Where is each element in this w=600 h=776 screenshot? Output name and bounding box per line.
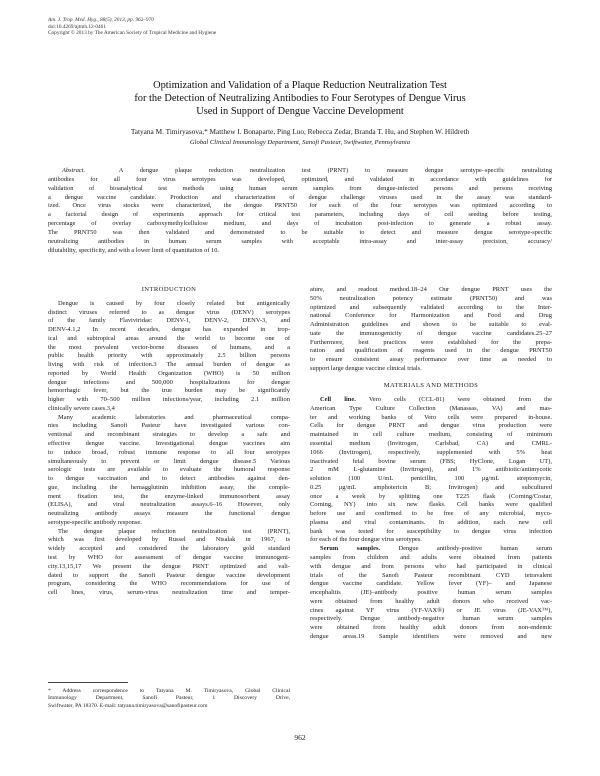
text-line: Dengue is caused by four closely related but antigenically — [58, 299, 290, 307]
text-line: hemorrhagic fever, but the true burden may be significantly — [48, 387, 290, 395]
text-line: once a week by splitting one T225 flask (Corning/Costar, — [310, 492, 552, 500]
section-heading-materials-methods: MATERIALS AND METHODS — [383, 382, 479, 390]
text-line: (ELISA), and viral neutralization assays.6–16 However, only — [48, 501, 290, 509]
text-line: with dengue and from persons who had participated in clinical — [310, 562, 552, 570]
text-line: samples from children and adults were obtained from patients — [310, 553, 552, 561]
text-line: for each of the four dengue virus serotypes. — [310, 536, 422, 544]
text-line: cines against YF virus (YF-VAX®) or JE virus (JE-VAX™), — [310, 606, 552, 614]
footnote-line: Swiftwater, PA 18370. E-mail: tatyana.timiryasova@sanofipasteur.com — [48, 702, 208, 709]
text-line: ment fixation test, the enzyme-linked immunosorbent assay — [48, 492, 290, 500]
text-line: Cell line. Vero cells (CCL-81) were obtained from the — [320, 396, 552, 404]
text-line: respectively. Dengue antibody-negative human serum samples — [310, 615, 552, 623]
text-line: encephalitis (JE)–antibody positive human serum samples — [310, 589, 552, 597]
text-line: trials of the Sanofi Pasteur recombinant CYD tetravalent — [310, 571, 552, 579]
abstract-line: The PRNT50 was then validated and demonstrated to be suitable to detect and measure dengue serotype-specific — [48, 228, 552, 236]
title-line: Optimization and Validation of a Plaque Reduction Neutralization Test — [153, 80, 447, 91]
doi-line: doi:10.4269/ajtmh.12-0461 — [48, 23, 106, 30]
abstract-line: percentage of overlay carboxymethylcellulose medium, and days of incubation post-infection to generate a robust assay. — [48, 220, 552, 228]
text-line: of the family Flaviviridae: DENV-1, DENV-2, DENV-3, and — [48, 317, 290, 325]
author-list: Tatyana M. Timiryasova,* Matthew I. Bonaparte, Ping Luo, Rebecca Zedar, Branda T. Hu, and Stephen W. Hildreth — [130, 127, 470, 136]
abstract-line: Abstract. A dengue plaque reduction neutralization test (PRNT) to measure dengue serotype–specific neutralizing — [48, 167, 552, 176]
text-line: dated to support the Sanofi Pasteur dengue vaccine development — [48, 571, 290, 579]
text-line: were obtained from healthy adult donors from non-endemic — [310, 624, 552, 632]
text-line: Cells for dengue PRNT and dengue virus production were — [310, 422, 552, 430]
text-line: ration and qualification of reagents used in the dengue PRNT50 — [310, 347, 552, 355]
text-line: 2 mM L-glutamine (Invitrogen), and 1% antibiotic/antimycotic — [310, 466, 552, 474]
text-line: higher with 70–500 million infections/year, including 2.1 million — [48, 396, 290, 404]
abstract — [48, 167, 552, 255]
text-line: widely accepted and considered the laboratory gold standard — [48, 545, 290, 553]
text-line: living with risk of infection.3 The annual burden of dengue as — [48, 361, 290, 369]
text-line: uate the immunogenicity of dengue vaccine candidates.25–27 — [310, 329, 552, 337]
text-line: Corning, NY) into six new flasks. Cell banks were qualified — [310, 501, 552, 509]
text-line: essential medium (Invitrogen, Carlsbad, CA) and CMRL- — [310, 440, 552, 448]
subsection-label: Serum samples. — [320, 545, 381, 553]
journal-citation: Am. J. Trop. Med. Hyg., 88(5), 2013, pp. 962–970 — [48, 17, 154, 23]
text-line: the most prevalent vector-borne diseases of humans, and a — [48, 343, 290, 351]
journal-header — [48, 17, 348, 37]
text-line: nies including Sanofi Pasteur have investigated various con- — [48, 422, 290, 430]
text-line: dengue infections and 500,000 hospitalizations for dengue — [48, 378, 290, 386]
footnote-line: * Address correspondence to Tatyana M. Timiryasova, Global Clinical — [48, 688, 290, 694]
text-line: Administration guidelines and shown to be suitable to eval- — [310, 321, 552, 329]
text-line: ventional and recombinant strategies to develop a safe and — [48, 431, 290, 439]
text-line: to induce broad, robust immune response to all four serotypes — [48, 448, 290, 456]
text-line: 1066 (Invitrogen), respectively, supplemented with 5% heat — [310, 448, 552, 456]
title-line: Used in Support of Dengue Vaccine Development — [196, 106, 404, 118]
text-line: inactivated fetal bovine serum (FBS; HyClone, Logan UT), — [310, 457, 552, 465]
title-line: for the Detection of Neutralizing Antibodies to Four Serotypes of Dengue Virus — [134, 93, 466, 105]
text-line: effective dengue vaccine. Investigational dengue vaccines aim — [48, 440, 290, 448]
text-line: national Conference for Harmonization and Food and Drug — [310, 312, 552, 320]
text-line: dengue areas.19 Sample identifiers were removed and new — [310, 632, 552, 640]
introduction-body — [48, 300, 290, 598]
copyright-line: Copyright © 2013 by The American Society of Tropical Medicine and Hygiene — [48, 30, 217, 37]
serum-samples-paragraph — [310, 545, 552, 641]
text-line: Serum samples. Dengue antibody-positive human serum — [320, 545, 552, 553]
introduction-continued — [310, 286, 552, 374]
text-line: plasma and viral contaminants. In addition, each new cell — [310, 518, 552, 526]
text-line: maintained in cell culture medium, consisting of minimum — [310, 431, 552, 439]
text-line: reported by World Health Organization (WHO) is 50 million — [48, 369, 290, 377]
abstract-line: dilutability, specificity, and with a lower limit of quantitation of 10. — [48, 246, 219, 254]
text-line: were obtained from healthy adult donors who received vac- — [310, 597, 552, 605]
section-heading-introduction: INTRODUCTION — [141, 286, 197, 293]
right-column — [310, 286, 552, 642]
text-line: ical and subtropical areas around the world to become one of — [48, 334, 290, 342]
text-line: program, considering the WHO recommendations for use of — [48, 580, 290, 588]
text-line: solution (100 U/mL penicillin, 100 μg/mL streptomycin, — [310, 475, 552, 483]
text-line: serologic tests are available to evaluate the humoral response — [48, 466, 290, 474]
text-line: test by WHO for assessment of dengue vaccine immunogeni- — [48, 553, 290, 561]
page-number: 962 — [294, 733, 306, 742]
left-column — [48, 286, 290, 598]
text-line: The dengue plaque reduction neutralization test (PRNT), — [58, 527, 290, 535]
correspondence-footnote — [48, 688, 290, 710]
cell-line-paragraph — [310, 396, 552, 545]
abstract-line: ized. Once virus stocks were characterized, the dengue PRNT50 for each of the four serotypes was optimized according to — [48, 202, 552, 210]
text-line: cell lines, virus, serum-virus neutralization time and temper- — [48, 589, 290, 597]
article-title — [60, 79, 540, 119]
footnote-divider — [48, 682, 128, 683]
abstract-line: validation of bioanalytical test methods using human serum samples from dengue-infected persons and persons receiving — [48, 184, 552, 192]
text-line: Many academic laboratories and pharmaceutical compa- — [58, 413, 290, 421]
text-line: serotype-specific antibody response. — [48, 518, 142, 526]
text-line: clinically severe cases.3,4 — [48, 404, 115, 412]
footnote-line: Immunology Department, Sanofi Pasteur, 1 Discovery Drive, — [48, 695, 290, 702]
text-line: before use and confirmed to be free of any microbial, myco- — [310, 510, 552, 518]
subsection-label: Cell line. — [320, 396, 356, 404]
text-line: dengue vaccine candidate. Yellow fever (YF)– and Japanese — [310, 580, 552, 588]
text-line: which was first developed by Russel and Nisalak in 1967, is — [48, 536, 290, 544]
abstract-line: a dengue vaccine candidate. Production and characterization of dengue challenge viruses used in the assay was standard- — [48, 193, 552, 201]
text-line: ature, and readout method.18–24 Our dengue PRNT uses the — [310, 286, 552, 293]
affiliation: Global Clinical Immunology Department, Sanofi Pasteur, Swiftwater, Pennsylvania — [189, 139, 411, 146]
text-line: neutralizing antibody assays measure the functional dengue — [48, 510, 290, 518]
text-line: public health priority with approximately 2.5 billion persons — [48, 352, 290, 360]
text-line: bank was tested for susceptibility to dengue virus infection — [310, 527, 552, 535]
text-line: Furthermore, best practices were established for the prepa- — [310, 338, 552, 346]
text-line: DENV-4.1,2 In recent decades, dengue has expanded in trop- — [48, 326, 290, 334]
text-line: city.13,15,17 We present the dengue PRNT optimized and vali- — [48, 562, 290, 570]
text-line: 0.25 μg/mL amphotericin B; Invitrogen) and subcultured — [310, 483, 552, 491]
text-line: simultaneously to prevent or limit dengue disease.5 Various — [48, 457, 290, 465]
text-line: gue, including the hemagglutinin inhibition assay, the comple- — [48, 483, 290, 491]
abstract-line: neutralizing antibodies in human serum samples with acceptable intra-assay and inter-assay precision, accuracy/ — [48, 237, 552, 245]
text-line: to dengue vaccination and to detect antibodies against den- — [48, 475, 290, 483]
abstract-line: a factorial design of experiments approach for critical test parameters, including days of cell seeding before testing, — [48, 211, 552, 219]
abstract-label: Abstract. — [62, 167, 86, 174]
abstract-line: antibodies for all four virus serotypes was developed, optimized, and validated in accordance with guidelines for — [48, 175, 552, 183]
text-line: distinct viruses referred to as dengue virus (DENV) serotypes — [48, 308, 290, 316]
text-line: optimized and subsequently validated according to the Inter- — [310, 303, 552, 311]
text-line: to ensure consistent assay performance over time as needed to — [310, 356, 552, 364]
text-line: support large dengue vaccine clinical trials. — [310, 364, 422, 372]
text-line: American Type Culture Collection (Manassas, VA) and mas- — [310, 404, 552, 412]
text-line: ter and working banks of Vero cells were prepared in-house. — [310, 413, 552, 421]
text-line: 50% neutralization potency estimate (PRNT50) and was — [310, 294, 552, 302]
